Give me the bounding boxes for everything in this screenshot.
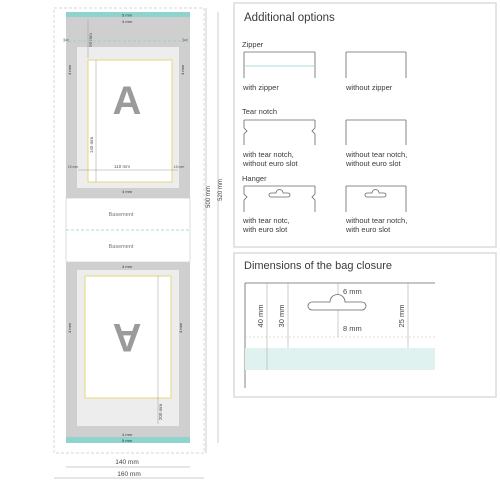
basement-label: Basement <box>108 212 134 218</box>
hanger-heading: Hanger <box>242 174 267 183</box>
back-letter: A <box>112 315 142 359</box>
dim-top-4mm: 4 mm <box>122 19 132 24</box>
tear-notch-with-label-2: without euro slot <box>243 159 298 168</box>
dim-bottom-4mm: 4 mm <box>122 189 132 194</box>
dim-50mm: 50 mm <box>88 33 93 47</box>
dim-bottom-5mm: 5 mm <box>122 438 132 443</box>
dim-500mm: 500 mm <box>206 186 212 208</box>
bag-closure-panel <box>234 253 496 397</box>
dim-lower-top-4mm: 4 mm <box>122 264 132 269</box>
zipper-with-label: with zipper <box>243 83 279 92</box>
tear-notch-with-label-1: with tear notch, <box>243 150 294 159</box>
dim-110mm: 110 mm <box>114 164 130 169</box>
tear-notch-without-label-1: without tear notch, <box>346 150 408 159</box>
dim-15mm-right: 15 mm <box>173 165 185 169</box>
tear-notch-heading: Tear notch <box>242 107 278 116</box>
dim-140mm: 140 mm <box>115 459 139 466</box>
dim-side-right: 4 mm <box>180 65 185 75</box>
options-title: Additional options <box>244 12 335 24</box>
dim-40mm: 40 mm <box>256 304 265 328</box>
dim-lower-side-left: 4 mm <box>67 323 72 333</box>
dim-160mm: 160 mm <box>117 471 141 478</box>
front-letter: A <box>112 79 142 123</box>
dim-520mm: 520 mm <box>218 179 224 201</box>
dim-8mm: 8 mm <box>343 324 362 333</box>
dim-15mm-left: 15 mm <box>67 165 79 169</box>
zipper-without-label: without zipper <box>346 83 393 92</box>
dim-6mm: 6 mm <box>343 287 362 296</box>
closure-title: Dimensions of the bag closure <box>244 260 392 272</box>
dim-25mm: 25 mm <box>397 304 406 328</box>
additional-options-panel <box>234 3 496 247</box>
hanger-without-label-1: without tear notch, <box>346 216 408 225</box>
scissors-icon: ✂ <box>182 36 189 45</box>
dim-145mm: 145 mm <box>89 136 94 154</box>
dim-30mm: 30 mm <box>277 304 286 328</box>
zipper-heading: Zipper <box>242 40 264 49</box>
dim-lower-side-right: 4 mm <box>178 323 183 333</box>
scissors-icon: ✂ <box>63 36 70 45</box>
dim-200mm: 200 mm <box>158 403 163 421</box>
hanger-with-label-2: with euro slot <box>243 225 288 234</box>
basement-label: Basement <box>108 244 134 250</box>
bag-template <box>54 8 224 478</box>
closure-weld-zone <box>245 348 435 370</box>
dim-side-left: 4 mm <box>67 65 72 75</box>
dim-top-5mm: 5 mm <box>122 12 132 18</box>
hanger-with-label-1: with tear notc, <box>243 216 290 225</box>
hanger-without-label-2: with euro slot <box>346 225 391 234</box>
dim-bottom-4mm-b: 4 mm <box>122 432 132 437</box>
tear-notch-without-label-2: without euro slot <box>346 159 401 168</box>
